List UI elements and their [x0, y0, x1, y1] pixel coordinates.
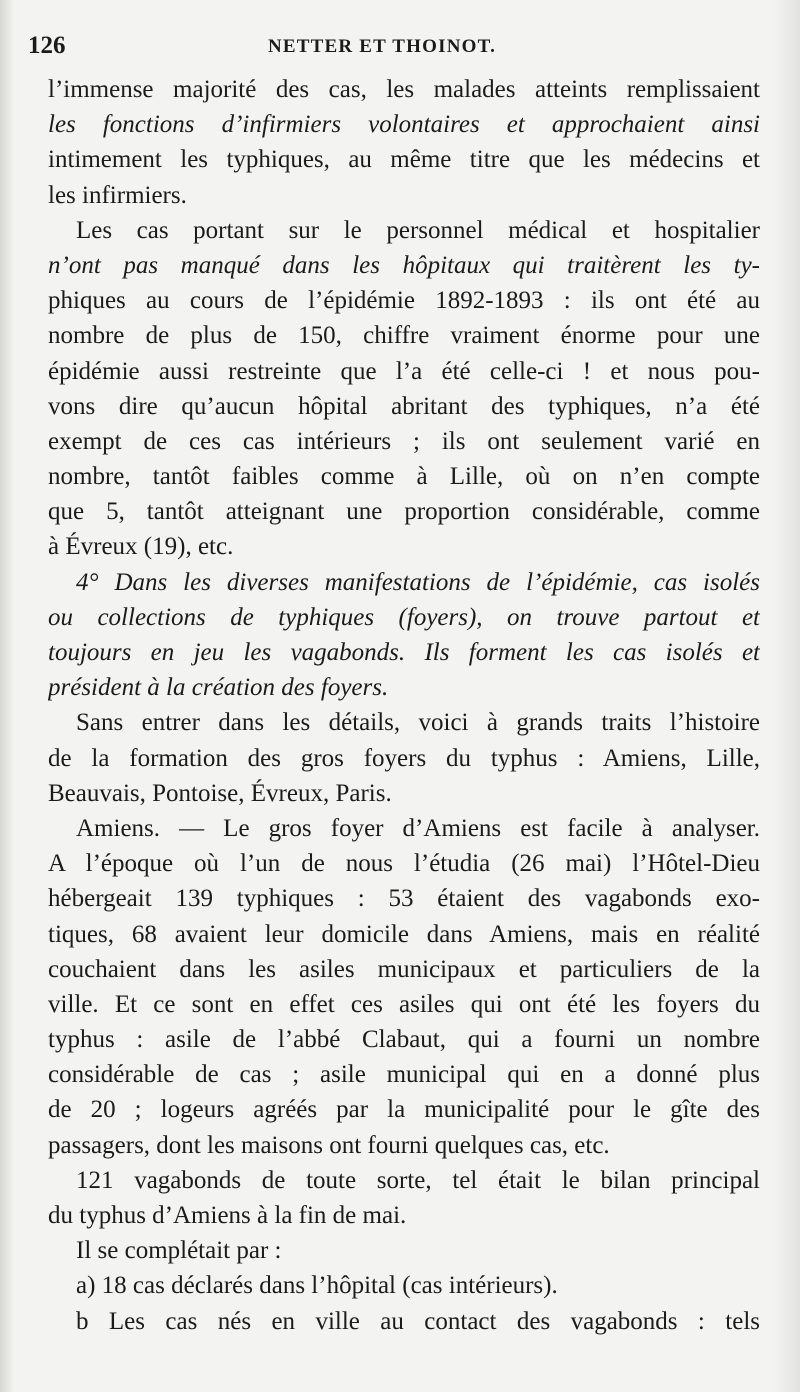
text-line: de 20 ; logeurs agréés par la municipalité pour le gîte des: [48, 1096, 760, 1124]
text-line: vons dire qu’aucun hôpital abritant des typhiques, n’a été: [48, 392, 760, 420]
text-line: président à la création des foyers.: [48, 674, 389, 702]
text-line: b Les cas nés en ville au contact des vagabonds : tels: [76, 1307, 760, 1335]
text-line: n’ont pas manqué dans les hôpitaux qui traitèrent les ty-: [48, 251, 760, 279]
text-line: exempt de ces cas intérieurs ; ils ont seulement varié en: [48, 427, 760, 455]
text-line: passagers, dont les maisons ont fourni quelques cas, etc.: [48, 1131, 610, 1159]
text-line: toujours en jeu les vagabonds. Ils forment les cas isolés et: [48, 639, 760, 666]
text-line: considérable de cas ; asile municipal qui en a donné plus: [48, 1061, 760, 1089]
text-line: Les cas portant sur le personnel médical et hospitalier: [76, 216, 760, 244]
text-line: 4° Dans les diverses manifestations de l’épidémie, cas isolés: [76, 568, 760, 596]
body-text: [48, 72, 760, 1339]
text-line: phiques au cours de l’épidémie 1892-1893 : ils ont été au: [48, 287, 760, 315]
text-line: tiques, 68 avaient leur domicile dans Amiens, mais en réalité: [48, 920, 760, 948]
text-line: typhus : asile de l’abbé Clabaut, qui a fourni un nombre: [48, 1026, 760, 1054]
text-line: A l’époque où l’un de nous l’étudia (26 mai) l’Hôtel-Dieu: [48, 850, 760, 878]
running-head: [28, 30, 756, 64]
text-line: Beauvais, Pontoise, Évreux, Paris.: [48, 779, 392, 807]
text-line: ou collections de typhiques (foyers), on trouve partout et: [48, 603, 760, 631]
text-line: les fonctions d’infirmiers volontaires et approchaient ainsi: [48, 111, 760, 139]
text-line: épidémie aussi restreinte que l’a été celle-ci ! et nous pou-: [48, 357, 760, 385]
text-line: les infirmiers.: [48, 181, 187, 209]
text-line: nombre, tantôt faibles comme à Lille, où on n’en compte: [48, 463, 760, 491]
text-line: Amiens. — Le gros foyer d’Amiens est facile à analyser.: [76, 814, 760, 842]
text-line: de la formation des gros foyers du typhus : Amiens, Lille,: [48, 744, 760, 772]
text-line: 121 vagabonds de toute sorte, tel était le bilan principal: [76, 1166, 760, 1194]
text-line: hébergeait 139 typhiques : 53 étaient des vagabonds exo-: [48, 885, 760, 913]
text-line: à Évreux (19), etc.: [48, 533, 234, 561]
text-line: couchaient dans les asiles municipaux et particuliers de la: [48, 955, 760, 983]
text-line: intimement les typhiques, au même titre que les médecins et: [48, 146, 760, 174]
text-line: a) 18 cas déclarés dans l’hôpital (cas intérieurs).: [76, 1272, 558, 1300]
text-line: Il se complétait par :: [76, 1237, 282, 1265]
text-line: du typhus d’Amiens à la fin de mai.: [48, 1202, 407, 1229]
text-line: que 5, tantôt atteignant une proportion considérable, comme: [48, 498, 760, 526]
text-line: Sans entrer dans les détails, voici à grands traits l’histoire: [76, 709, 760, 737]
running-title: NETTER ET THOINOT.: [268, 36, 497, 57]
text-line: l’immense majorité des cas, les malades atteints remplissaient: [48, 76, 760, 103]
text-line: nombre de plus de 150, chiffre vraiment énorme pour une: [48, 322, 760, 350]
text-line: ville. Et ce sont en effet ces asiles qui ont été les foyers du: [48, 990, 760, 1018]
page-number: 126: [28, 32, 66, 59]
